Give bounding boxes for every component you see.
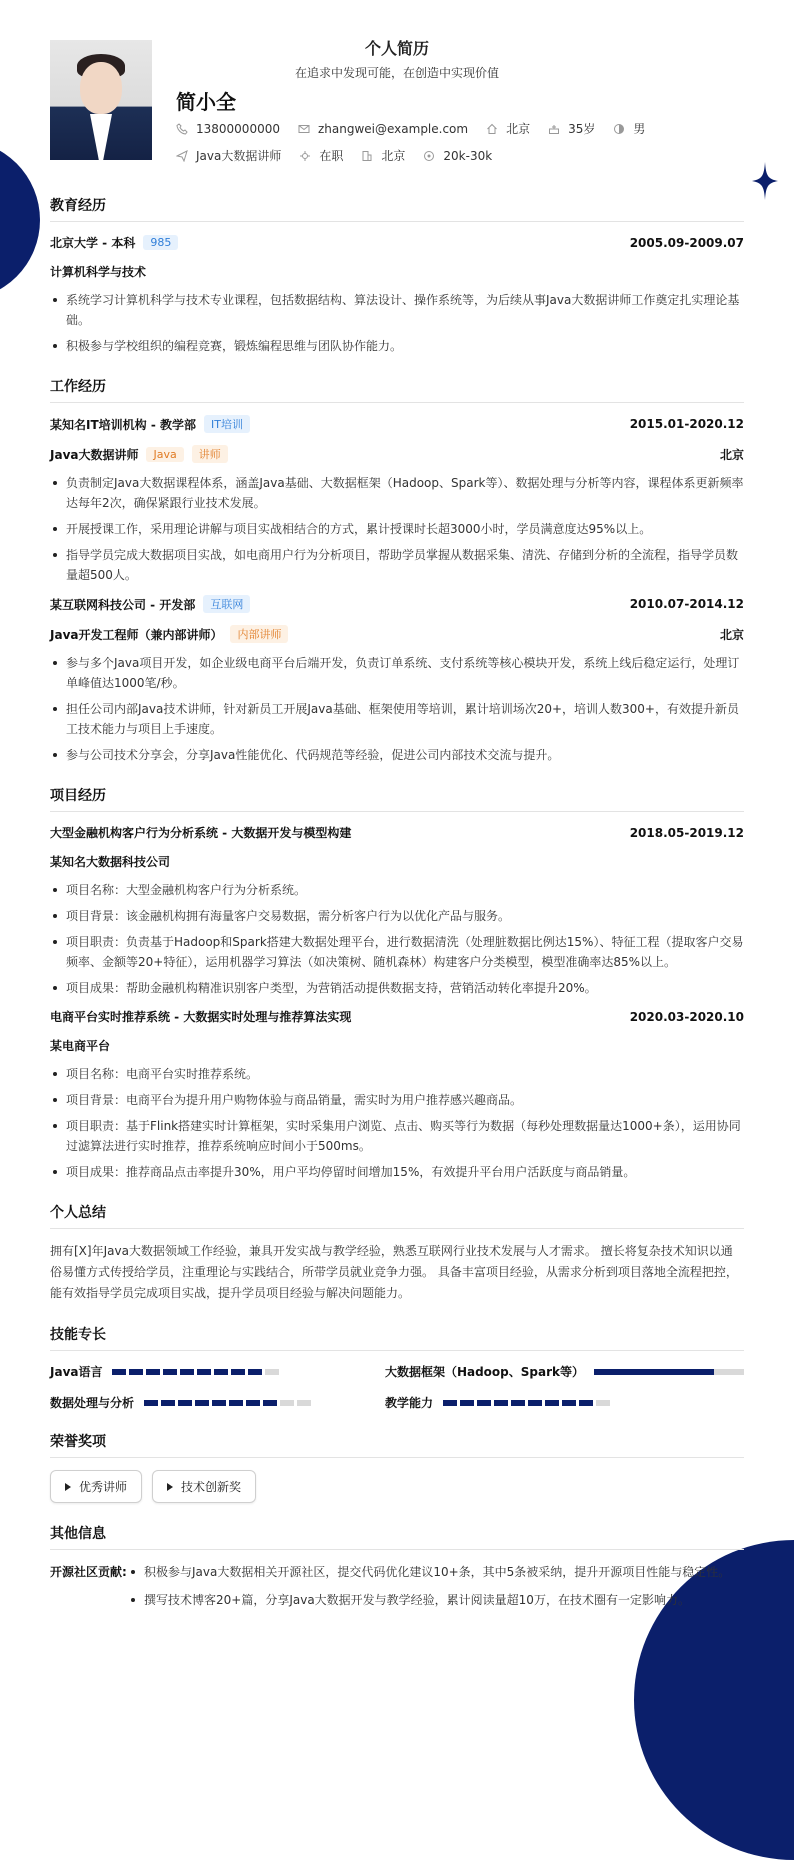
skill-level-bar [112, 1369, 282, 1375]
skill-segment [280, 1400, 294, 1406]
project-section [50, 785, 744, 1182]
age-text: 35岁 [568, 122, 596, 136]
other-label: 开源社区贡献: [50, 1565, 127, 1579]
skill-item [50, 1363, 355, 1380]
honors-list [50, 1470, 744, 1503]
status-item [299, 147, 343, 164]
project-head [50, 824, 744, 841]
skill-segment [212, 1400, 226, 1406]
project-org-text: 某知名大数据科技公司 [50, 855, 171, 869]
honor-badge[interactable] [152, 1470, 256, 1503]
avatar-collar [90, 114, 112, 160]
list-item: 指导学员完成大数据项目实战，如电商用户行为分析项目，帮助学员掌握从数据采集、清洗、存储到分析的全流程，指导学员数量超500人。 [50, 545, 744, 585]
education-entry [50, 234, 744, 356]
project-entry [50, 1008, 744, 1182]
list-item: 开展授课工作，采用理论讲解与项目实战相结合的方式，累计授课时长超3000小时，学员满意度达95%以上。 [50, 519, 744, 539]
list-item: 参与多个Java项目开发，如企业级电商平台后端开发，负责订单系统、支付系统等核心模块开发，系统上线后稳定运行，处理订单峰值达1000笔/秒。 [50, 653, 744, 693]
role-tag: Java [146, 447, 183, 462]
email-item [298, 122, 468, 136]
skill-segment [477, 1400, 491, 1406]
list-item: 参与公司技术分享会，分享Java性能优化、代码规范等经验，促进公司内部技术交流与提升。 [50, 745, 744, 765]
honors-title: 荣誉奖项 [50, 1431, 744, 1458]
send-icon [176, 150, 188, 162]
skill-item [385, 1363, 744, 1380]
candidate-name: 简小全 [176, 90, 236, 114]
skill-segment [528, 1400, 542, 1406]
skill-segment [229, 1400, 243, 1406]
work-city-text: 北京 [381, 149, 406, 163]
other-bullets [128, 1562, 744, 1618]
building-icon [361, 150, 373, 162]
project-bullets [50, 1064, 744, 1182]
skill-segment [146, 1369, 160, 1375]
skill-segment [511, 1400, 525, 1406]
list-item: 项目成果：帮助金融机构精准识别客户类型，为营销活动提供数据支持，营销活动转化率提升20%。 [50, 978, 744, 998]
honor-badge[interactable] [50, 1470, 142, 1503]
resume-header [50, 0, 744, 195]
skill-level-bar [594, 1369, 744, 1375]
skill-segment [214, 1369, 228, 1375]
list-item: 积极参与学校组织的编程竞赛，锻炼编程思维与团队协作能力。 [50, 336, 744, 356]
company-name: 某知名IT培训机构 - 教学部 [50, 417, 196, 432]
skill-segment [265, 1369, 279, 1375]
work-bullets [50, 653, 744, 765]
other-section [50, 1523, 744, 1628]
company-name: 某互联网科技公司 - 开发部 [50, 597, 196, 612]
honor-label: 技术创新奖 [181, 1480, 242, 1494]
skill-segment [263, 1400, 277, 1406]
work-date: 2015.01-2020.12 [629, 417, 744, 431]
skill-segment [460, 1400, 474, 1406]
skill-segment [596, 1400, 610, 1406]
education-title: 教育经历 [50, 195, 744, 222]
skill-segment [112, 1369, 126, 1375]
salary-icon [423, 150, 435, 162]
work-city-item [361, 147, 405, 164]
skill-segment [161, 1400, 175, 1406]
skill-segment [545, 1400, 559, 1406]
resume-content [50, 0, 744, 1648]
job-row [176, 147, 510, 164]
skill-name: Java语言 [50, 1365, 103, 1379]
role-tag: 讲师 [192, 445, 228, 463]
age-item [548, 120, 595, 137]
skill-segment [195, 1400, 209, 1406]
project-name: 大型金融机构客户行为分析系统 - 大数据开发与模型构建 [50, 826, 352, 840]
project-title: 项目经历 [50, 785, 744, 812]
list-item: 系统学习计算机科学与技术专业课程，包括数据结构、算法设计、操作系统等，为后续从事Java大数据讲师工作奠定扎实理论基础。 [50, 290, 744, 330]
skill-segment [297, 1400, 311, 1406]
skill-name: 大数据框架（Hadoop、Spark等） [384, 1365, 584, 1379]
summary-text: 拥有[X]年Java大数据领域工作经验，兼具开发实战与教学经验，熟悉互联网行业技术发展与人才需求。 擅长将复杂技术知识以通俗易懂方式传授给学员，注重理论与实践结合，所带学员就业竞争力强。 具备丰富项目经验，从需求分析到项目落地全流程把控，能有效指导学员完成项目实战，提升学员项目经验与解决问题能力。 [50, 1244, 738, 1300]
skill-segment [246, 1400, 260, 1406]
school-tag: 985 [143, 235, 178, 250]
work-title: 工作经历 [50, 376, 744, 403]
skill-segment [443, 1400, 457, 1406]
city-text: 北京 [506, 122, 531, 136]
role-line [50, 625, 744, 643]
skill-level-fill [594, 1369, 714, 1375]
list-item: 项目成果：推荐商品点击率提升30%，用户平均停留时间增加15%，有效提升平台用户活跃度与商品销量。 [50, 1162, 744, 1182]
target-job-item [176, 147, 281, 164]
honors-section [50, 1431, 744, 1503]
summary-section [50, 1202, 744, 1304]
major-text: 计算机科学与技术 [50, 265, 147, 279]
work-head [50, 595, 744, 613]
skill-segment [180, 1369, 194, 1375]
city-item [486, 120, 530, 137]
role-name: Java开发工程师（兼内部讲师） [50, 627, 223, 642]
skill-segment [248, 1369, 262, 1375]
project-head [50, 1008, 744, 1025]
phone-icon [176, 123, 188, 135]
role-tag: 内部讲师 [230, 625, 288, 643]
role-line [50, 445, 744, 463]
age-icon [548, 123, 560, 135]
home-icon [486, 123, 498, 135]
skill-level-bar [144, 1400, 314, 1406]
phone-item [176, 122, 280, 136]
list-item: 担任公司内部Java技术讲师，针对新员工开展Java基础、框架使用等培训，累计培训场次20+，培训人数300+，有效提升新员工技术能力与项目上手速度。 [50, 699, 744, 739]
work-location: 北京 [719, 627, 744, 642]
play-icon [65, 1483, 71, 1491]
skill-segment [163, 1369, 177, 1375]
list-item: 项目职责：负责基于Hadoop和Spark搭建大数据处理平台，进行数据清洗（处理脏数据比例达15%）、特征工程（提取客户交易频率、金额等20+特征），运用机器学习算法（如决策树、随机森林）构建客户分类模型，模型准确率达85%以上。 [50, 932, 744, 972]
contact-row [176, 120, 663, 137]
project-org [50, 1037, 744, 1054]
project-org-text: 某电商平台 [50, 1039, 111, 1053]
list-item: 项目职责：基于Flink搭建实时计算框架，实时采集用户浏览、点击、购买等行为数据（每秒处理数据量达1000+条），运用协同过滤算法进行实时推荐，推荐系统响应时间小于500ms。 [50, 1116, 744, 1156]
project-name: 电商平台实时推荐系统 - 大数据实时处理与推荐算法实现 [50, 1010, 352, 1024]
company-tag: IT培训 [204, 415, 250, 433]
skills-grid [50, 1363, 744, 1411]
other-row [50, 1562, 744, 1628]
skill-level-bar [443, 1400, 613, 1406]
target-job-text: Java大数据讲师 [196, 149, 282, 163]
work-location: 北京 [719, 447, 744, 462]
education-date: 2005.09-2009.07 [629, 235, 744, 250]
other-title: 其他信息 [50, 1523, 744, 1550]
salary-text: 20k-30k [443, 148, 493, 163]
work-entry [50, 595, 744, 765]
project-entry [50, 824, 744, 998]
list-item: 项目背景：电商平台为提升用户购物体验与商品销量，需实时为用户推荐感兴趣商品。 [50, 1090, 744, 1110]
education-section [50, 195, 744, 356]
work-section [50, 376, 744, 765]
phone-text: 13800000000 [196, 121, 280, 136]
summary-title: 个人总结 [50, 1202, 744, 1229]
sparkle-icon [752, 162, 778, 200]
list-item: 项目名称：大型金融机构客户行为分析系统。 [50, 880, 744, 900]
resume-title: 个人简历 [364, 39, 429, 58]
skill-name: 教学能力 [384, 1396, 433, 1410]
skill-segment [562, 1400, 576, 1406]
skill-segment [494, 1400, 508, 1406]
email-text: zhangwei@example.com [317, 121, 469, 136]
gender-item [613, 120, 645, 137]
list-item: 积极参与Java大数据相关开源社区，提交代码优化建议10+条，其中5条被采纳，提升开源项目性能与稳定性。 [128, 1562, 744, 1582]
school-name: 北京大学 - 本科 [50, 236, 136, 250]
project-org [50, 853, 744, 870]
skill-segment [579, 1400, 593, 1406]
skill-item [50, 1394, 355, 1411]
list-item: 撰写技术博客20+篇，分享Java大数据开发与教学经验，累计阅读量超10万，在技术圈有一定影响力。 [128, 1590, 744, 1610]
education-head [50, 234, 744, 251]
project-date: 2018.05-2019.12 [629, 825, 744, 840]
project-date: 2020.03-2020.10 [629, 1009, 744, 1024]
company-tag: 互联网 [203, 595, 250, 613]
education-bullets [50, 290, 744, 356]
work-head [50, 415, 744, 433]
skills-title: 技能专长 [50, 1324, 744, 1351]
mail-icon [298, 123, 310, 135]
honor-label: 优秀讲师 [79, 1480, 128, 1494]
work-entry [50, 415, 744, 585]
work-date: 2010.07-2014.12 [629, 597, 744, 611]
skill-segment [144, 1400, 158, 1406]
list-item: 项目背景：该金融机构拥有海量客户交易数据，需分析客户行为以优化产品与服务。 [50, 906, 744, 926]
list-item: 负责制定Java大数据课程体系，涵盖Java基础、大数据框架（Hadoop、Spark等）、数据处理与分析等内容，课程体系更新频率达每年2次，确保紧跟行业技术发展。 [50, 473, 744, 513]
skill-segment [197, 1369, 211, 1375]
role-name: Java大数据讲师 [50, 447, 139, 462]
gender-icon [613, 123, 625, 135]
project-bullets [50, 880, 744, 998]
resume-subtitle: 在追求中发现可能，在创造中实现价值 [294, 66, 499, 80]
status-text: 在职 [319, 149, 344, 163]
skills-section [50, 1324, 744, 1411]
skill-segment [231, 1369, 245, 1375]
salary-item [423, 149, 492, 163]
skill-segment [129, 1369, 143, 1375]
work-bullets [50, 473, 744, 585]
decorative-circle-left [0, 140, 40, 300]
status-icon [299, 150, 311, 162]
list-item: 项目名称：电商平台实时推荐系统。 [50, 1064, 744, 1084]
skill-item [385, 1394, 744, 1411]
skill-segment [178, 1400, 192, 1406]
major [50, 263, 744, 280]
gender-text: 男 [633, 122, 646, 136]
skill-name: 数据处理与分析 [50, 1396, 135, 1410]
play-icon [167, 1483, 173, 1491]
